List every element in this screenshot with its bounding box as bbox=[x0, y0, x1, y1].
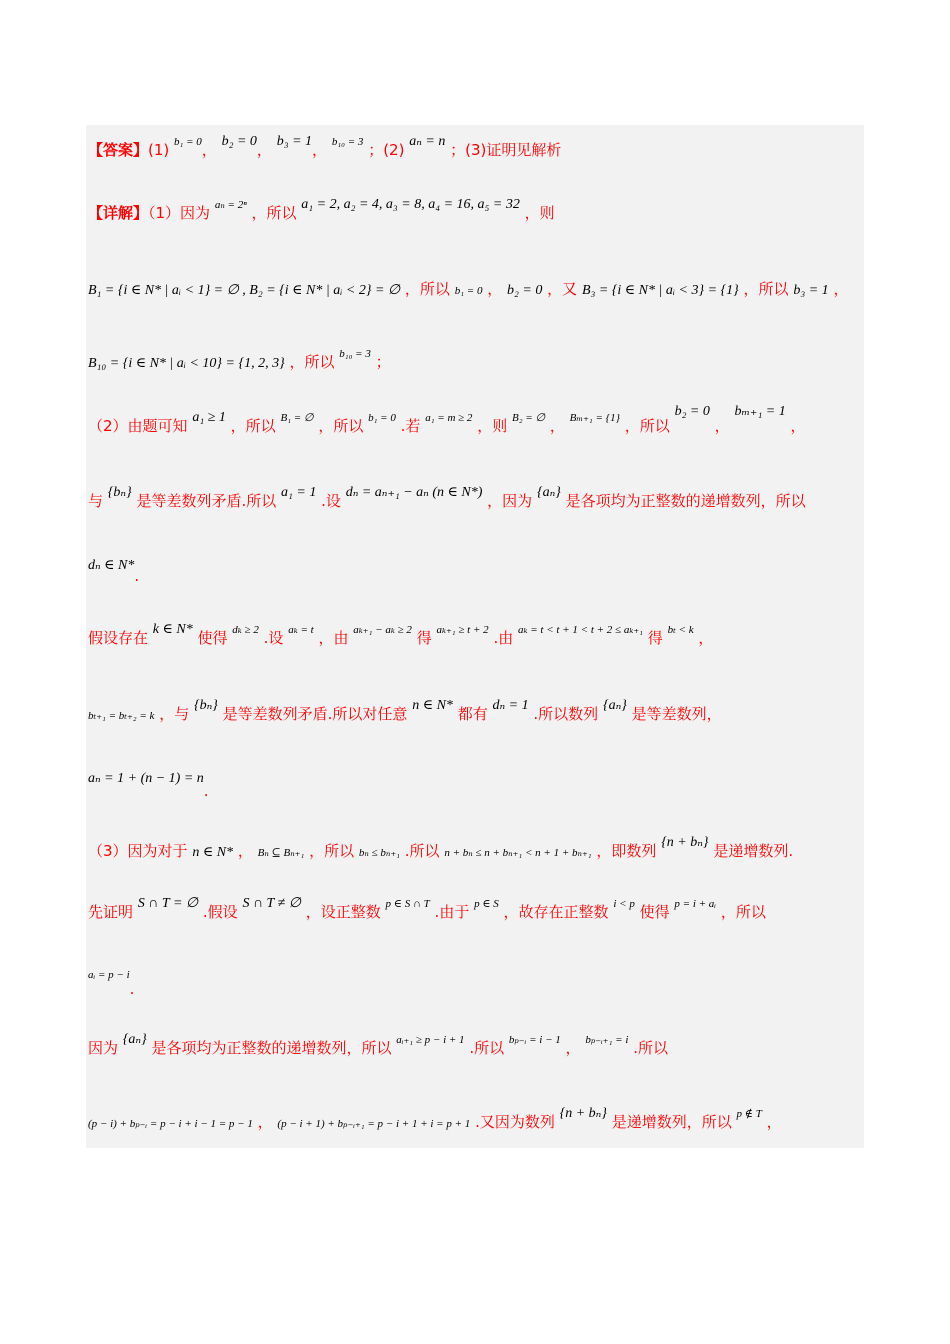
part2-line-4: 假设存在 k ∈ N* 使得 $^{d_k \ge 2}$ .设 $^{a_k = t}$ ，由 $^{a_{k+1} - a_k \ge 2}$ 得 $^{a_{k+1} \ge t + 2}$ .由 $^{a_k = t < t + 1 < t + 2 \le a_{k+1}}$ 得 $^{b_t < k}$ ， bbox=[88, 622, 714, 647]
part1-line-b10: B₁₀ = {i ∈ N* | aᵢ < 10} = {1, 2, 3} ，所以 $^{b_{10} = 3}$ ； bbox=[88, 348, 391, 371]
part3-line-2: 先证明 S ∩ T = ∅ .假设 S ∩ T ≠ ∅ ，设正整数 $^{p \in S \cap T}$ .由于 $^{p \in S}$ ，故存在正整数 $^{i < p}$ 使得 $^{p = i + aᵢ}$ ，所以 bbox=[88, 896, 766, 921]
detail-line: 【详解】（1）因为 $^{a_n = 2^n}$ ，所以 a₁ = 2, a₂ = 4, a₃ = 8, a₄ = 16, a₅ = 32 ，则 bbox=[88, 197, 555, 222]
part3-line-3: aᵢ = p − i. bbox=[88, 969, 135, 998]
part3-line-4: 因为 {aₙ} 是各项均为正整数的递增数列，所以 $^{aᵢ_{+1} \ge p - i + 1}$ .所以 $^{b_{p-}ᵢ = i - 1}$ ， $^{b_{p-}ᵢ_{+1} = i}$ .所以 bbox=[88, 1032, 668, 1057]
part2-line-6: aₙ = 1 + (n − 1) = n. bbox=[88, 771, 209, 800]
part2-line-1: （2）由题可知 a₁ ≥ 1 ，所以 $^{B_1 = \emptyset}$ ，所以 $^{b_1 = 0}$ .若 $^{a_1 = m \ge 2}$ ，则 $^{B_2 = \emptyset}$ ， $^{B_{m+1} = \{1\}}$ ，所以 b₂ = 0 ， bₘ₊₁ = 1 ， bbox=[88, 404, 806, 435]
part1-line-b1-b3: B₁ = {i ∈ N* | aᵢ < 1} = ∅ , B₂ = {i ∈ N* | aᵢ < 2} = ∅ ，所以 b₁ = 0 ， b₂ = 0 ，又 B₃ = {i ∈ N* | aᵢ < 3} = {1} ，所以 b₃ = 1 ， bbox=[88, 280, 849, 298]
detail-label: 【详解】 bbox=[88, 204, 149, 222]
answer-line: 【答案】(1) $^{b_1 = 0}$， b₂ = 0， b₃ = 1， $^{b_{10} = 3}$ ；(2) aₙ = n ；(3)证明见解析 bbox=[88, 134, 562, 159]
part2-line-5: bₜ₊₁ = bₜ₊₂ = k ，与 {bₙ} 是等差数列矛盾.所以对任意 n ∈ N* 都有 dₙ = 1 .所以数列 {aₙ} 是等差数列， bbox=[88, 698, 722, 723]
part2-line-2: 与 {bₙ} 是等差数列矛盾.所以 a₁ = 1 .设 dₙ = aₙ₊₁ − aₙ (n ∈ N*) ，因为 {aₙ} 是各项均为正整数的递增数列，所以 bbox=[88, 485, 806, 510]
part3-line-5: (p − i) + bₚ₋ᵢ = p − i + i − 1 = p − 1 ， (p − i + 1) + bₚ₋ᵢ₊₁ = p − i + 1 + i = p + 1 .又因为数列 {n + bₙ} 是递增数列，所以 $^{p \notin T}$ ， bbox=[88, 1106, 782, 1131]
part3-line-1: （3）因为对于 n ∈ N* ， Bₙ ⊆ Bₙ₊₁ ，所以 bₙ ≤ bₙ₊₁ .所以 n + bₙ ≤ n + bₙ₊₁ < n + 1 + bₙ₊₁ ，即数列 {n + bₙ} 是递增数列. bbox=[88, 835, 794, 860]
answer-label: 【答案】 bbox=[88, 141, 149, 159]
part2-line-3: dₙ ∈ N*. bbox=[88, 558, 140, 585]
